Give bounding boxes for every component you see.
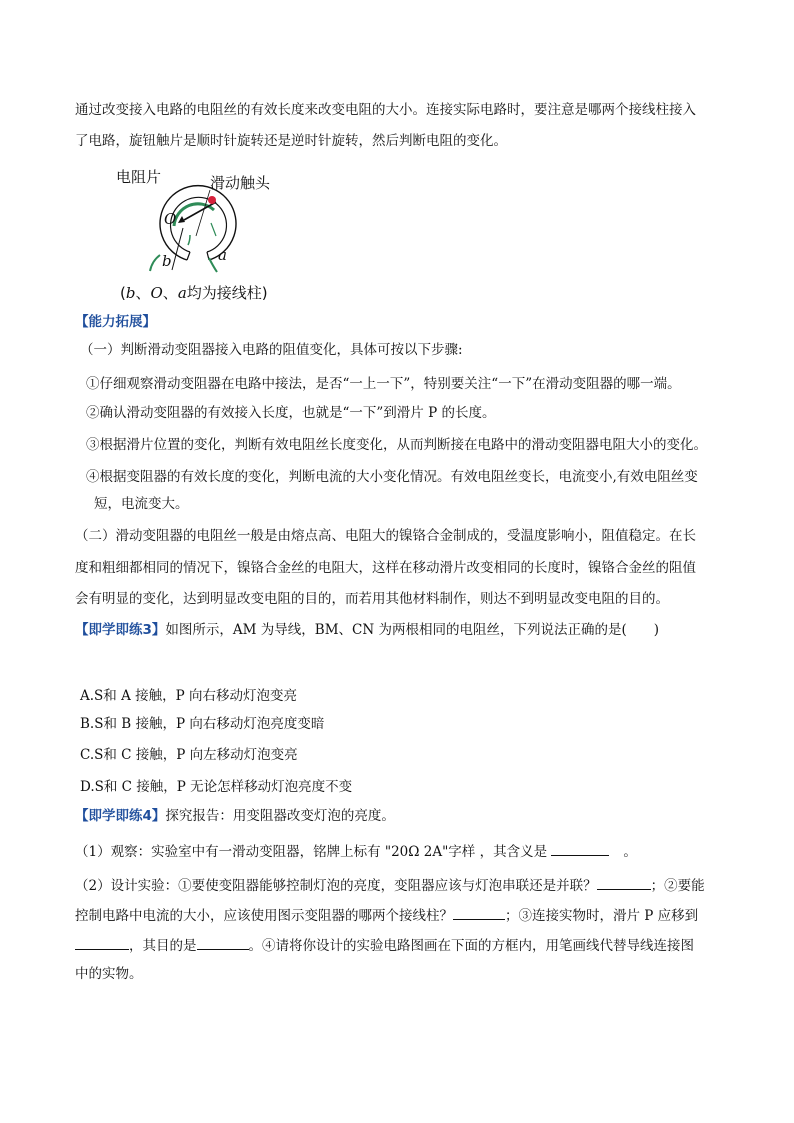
exercise-3-option-a[interactable]: A.S和 A 接触，P 向右移动灯泡变亮 [80, 688, 297, 704]
label-terminal-b: b [162, 252, 172, 270]
exercise-4-question: 探究报告：用变阻器改变灯泡的亮度。 [165, 808, 395, 824]
ability-part1-title: （一）判断滑动变阻器接入电路的阻值变化，具体可按以下步骤: [80, 342, 463, 358]
ability-part2-line-1: （二）滑动变阻器的电阻丝一般是由熔点高、电阻大的镍铬合金制成的，受温度影响小，阻值稳定。在长 [75, 528, 696, 544]
answer-blank-purpose[interactable] [197, 936, 249, 950]
exercise-3-stem [75, 621, 659, 639]
exercise-4-q2-text-4: ；③连接实物时，滑片 P 应移到 [505, 908, 699, 924]
caption-b: b [125, 284, 136, 302]
caption-sep-2: 、 [162, 284, 178, 302]
exercise-4-q2-line-4: 中的实物。 [75, 966, 143, 982]
exercise-3-option-b[interactable]: B.S和 B 接触，P 向右移动灯泡亮度变暗 [80, 716, 325, 732]
exercise-4-q2-text-6: 。④请将你设计的实验电路图画在下面的方框内，用笔画线代替导线连接图 [248, 938, 694, 954]
exercise-4-q2-line-2 [75, 906, 698, 925]
ability-step-4-line-1: ④根据变阻器的有效长度的变化，判断电流的大小变化情况。有效电阻丝变长，电流变小,有效电阻丝变 [86, 469, 698, 485]
caption-o: O [150, 284, 163, 302]
figure-caption [120, 282, 268, 303]
label-slider-contact: 滑动触头 [210, 174, 271, 192]
exercise-4-stem [75, 807, 395, 825]
ability-part2-line-2: 度和粗细都相同的情况下，镍铬合金丝的电阻大，这样在移动滑片改变相同的长度时，镍铬合金丝的阻值 [75, 560, 696, 576]
exercise-4-q2-line-3 [75, 936, 694, 955]
ability-step-1: ①仔细观察滑动变阻器在电路中接法，是否“一上一下”，特别要关注“一下”在滑动变阻器的哪一端。 [86, 376, 681, 392]
ability-step-2: ②确认滑动变阻器的有效接入长度，也就是“一下”到滑片 P 的长度。 [86, 405, 496, 421]
answer-blank-slider-position[interactable] [75, 936, 129, 950]
exercise-4-q1-text: （1）观察：实验室中有一滑动变阻器，铭牌上标有 "20Ω 2A"字样 ，其含义是 [75, 844, 548, 860]
caption-a: a [177, 284, 187, 302]
answer-blank-terminals[interactable] [453, 906, 505, 920]
exercise-4-q2-line-1 [75, 876, 705, 895]
exercise-4-q2-text-5: ，其目的是 [129, 938, 197, 954]
answer-blank-q1[interactable] [551, 842, 609, 856]
answer-blank-series-parallel[interactable] [597, 876, 651, 890]
ability-step-3: ③根据滑片位置的变化，判断有效电阻丝长度变化，从而判断接在电路中的滑动变阻器电阻大小的变化。 [86, 437, 707, 453]
label-terminal-a: a [218, 246, 227, 264]
exercise-4-q1 [75, 842, 637, 861]
exercise-4-q1-end: 。 [623, 844, 637, 860]
caption-open: ( [120, 284, 126, 302]
ability-heading: 【能力拓展】 [75, 314, 156, 330]
exercise-4-q2-text-3: 控制电路中电流的大小，应该使用图示变阻器的哪两个接线柱？ [75, 908, 453, 924]
ability-step-4-line-2: 短，电流变大。 [94, 496, 189, 512]
exercise-4-tag: 【即学即练4】 [75, 808, 166, 824]
label-terminal-o: O [164, 210, 177, 228]
exercise-3-option-c[interactable]: C.S和 C 接触，P 向左移动灯泡变亮 [80, 747, 298, 763]
ability-part2-line-3: 会有明显的变化，达到明显改变电阻的目的，而若用其他材料制作，则达不到明显改变电阻的目的。 [75, 591, 669, 607]
exercise-3-question: 如图所示，AM 为导线，BM、CN 为两根相同的电阻丝，下列说法正确的是( ) [165, 622, 659, 638]
caption-sep-1: 、 [135, 284, 151, 302]
exercise-3-tag: 【即学即练3】 [75, 622, 166, 638]
exercise-3-option-d[interactable]: D.S和 C 接触，P 无论怎样移动灯泡亮度不变 [80, 779, 353, 795]
intro-line-2: 了电路，旋钮触片是顺时针旋转还是逆时针旋转，然后判断电阻的变化。 [75, 133, 507, 149]
caption-rest: 均为接线柱) [186, 284, 268, 302]
label-resistor-plate: 电阻片 [116, 168, 162, 186]
exercise-4-q2-text-1: （2）设计实验：①要使变阻器能够控制灯泡的亮度，变阻器应该与灯泡串联还是并联？ [75, 878, 597, 894]
intro-line-1: 通过改变接入电路的电阻丝的有效长度来改变电阻的大小。连接实际电路时，要注意是哪两个接线柱接入 [75, 102, 696, 118]
exercise-4-q2-text-2: ；②要能 [650, 878, 705, 894]
